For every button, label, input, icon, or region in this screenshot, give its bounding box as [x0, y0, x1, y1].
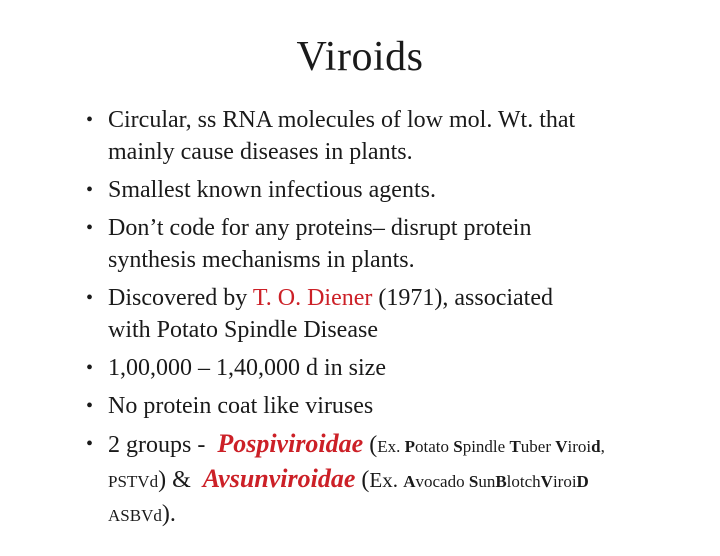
text-segment: A [403, 472, 416, 491]
text-segment: ). [161, 501, 176, 527]
text-segment: ( [355, 467, 370, 493]
text-segment: S [468, 472, 479, 491]
bullet-item [108, 282, 662, 346]
text-segment: iroi [567, 437, 592, 456]
text-segment: S [453, 437, 463, 456]
text-segment: 1,00,000 – 1,40,000 d in size [108, 355, 386, 381]
text-segment: ( [363, 432, 378, 458]
text-segment: D [576, 472, 589, 491]
bullet-item [108, 390, 662, 422]
text-segment: V [540, 472, 553, 491]
bullet-item [108, 352, 662, 384]
text-segment: Circular, ss RNA molecules of low mol. Wt. that [108, 107, 576, 133]
text-segment: with Potato Spindle Disease [108, 317, 378, 343]
text-line [108, 244, 662, 276]
text-segment: Smallest known infectious agents. [108, 177, 436, 203]
bullet-item [108, 174, 662, 206]
bullet-item [108, 104, 662, 168]
text-segment: un [478, 472, 496, 491]
text-segment: P [404, 437, 415, 456]
text-segment: 2 groups - [108, 432, 218, 458]
highlighted-name: T. O. Diener [252, 285, 373, 311]
text-segment: T [509, 437, 521, 456]
text-segment: synthesis mechanisms in plants. [108, 247, 415, 273]
text-segment: V [555, 437, 568, 456]
text-segment: , [600, 437, 605, 456]
text-segment: Ex. [377, 437, 405, 456]
species-name-avsunviroidae: Avsunviroidae [202, 464, 356, 493]
text-line [108, 428, 662, 463]
text-segment: lotch [506, 472, 541, 491]
text-segment: d [591, 437, 601, 456]
text-line [108, 136, 662, 168]
text-segment: Discovered by [108, 285, 253, 311]
text-segment: Ex. [369, 468, 404, 492]
text-segment: otato [414, 437, 454, 456]
text-line [108, 498, 662, 532]
bullet-item [108, 212, 662, 276]
text-segment: B [495, 472, 507, 491]
text-line [108, 104, 662, 136]
text-line [108, 212, 662, 244]
text-line [108, 390, 662, 422]
text-line [108, 314, 662, 346]
text-line [108, 174, 662, 206]
text-segment: (1971), associated [372, 285, 553, 311]
text-segment: No protein coat like viruses [108, 393, 374, 419]
species-name-pospiviroidae: Pospiviroidae [217, 429, 364, 458]
text-segment: mainly cause diseases in plants. [108, 139, 413, 165]
text-segment: ) & [158, 467, 203, 493]
text-segment: Don’t code for any proteins– disrupt protein [108, 215, 532, 241]
text-segment: PSTVd [108, 472, 159, 491]
text-line [108, 282, 662, 314]
text-segment: iroi [552, 472, 577, 491]
text-line [108, 352, 662, 384]
text-segment: vocado [415, 472, 469, 491]
slide-title: Viroids [296, 34, 424, 80]
bullet-item [108, 428, 662, 532]
text-segment: pindle [462, 437, 510, 456]
text-line [108, 463, 662, 498]
bullet-list [108, 104, 662, 532]
text-segment: uber [520, 437, 556, 456]
text-segment: ASBVd [108, 506, 162, 525]
